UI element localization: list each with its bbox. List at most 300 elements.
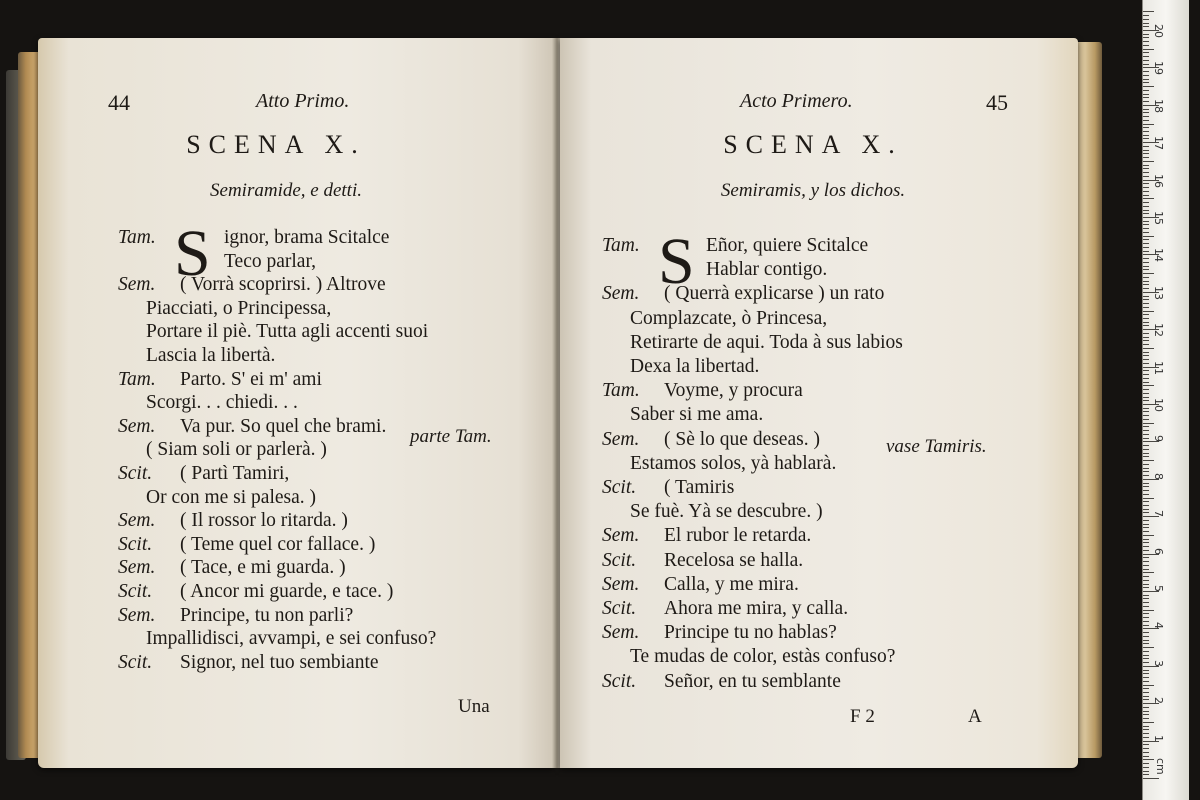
ruler-tick [1143, 299, 1149, 300]
ruler-tick [1143, 213, 1149, 214]
ruler-label: 3 [1152, 659, 1165, 667]
ruler-tick [1143, 161, 1154, 162]
ruler-tick [1143, 355, 1149, 356]
line-text: ( Teme quel cor fallace. ) [180, 533, 376, 555]
ruler-tick [1143, 71, 1149, 72]
ruler-tick [1143, 512, 1149, 513]
ruler-tick [1143, 314, 1149, 315]
ruler-tick [1143, 696, 1149, 697]
ruler-tick [1143, 621, 1149, 622]
ruler-tick [1143, 19, 1149, 20]
line-text: Principe tu no hablas? [664, 622, 837, 644]
verse-line [146, 297, 331, 321]
ruler-tick [1143, 90, 1149, 91]
ruler-tick [1143, 501, 1149, 502]
ruler-unit: cm [1154, 758, 1167, 775]
ruler-tick [1143, 206, 1149, 207]
ruler-tick [1143, 374, 1149, 375]
ruler-tick [1143, 322, 1149, 323]
ruler-tick [1143, 146, 1149, 147]
right-page [560, 38, 1078, 768]
ruler-tick [1143, 37, 1149, 38]
ruler-tick [1143, 79, 1149, 80]
ruler-tick [1143, 756, 1149, 757]
ruler-tick [1143, 752, 1149, 753]
verse-line [146, 391, 298, 415]
ruler-label: 9 [1152, 435, 1165, 443]
ruler-tick [1143, 296, 1149, 297]
speaker-name: Sem. [602, 622, 640, 644]
speaker-name: Scit. [602, 477, 637, 498]
ruler-tick [1143, 359, 1149, 360]
line-text: Teco parlar, [224, 250, 317, 272]
line-text: ( Partì Tamiri, [180, 463, 290, 484]
ruler-tick [1143, 662, 1149, 663]
line-text: Complazcate, ò Princesa, [630, 307, 828, 329]
ruler-tick [1143, 112, 1149, 113]
ruler-tick [1143, 505, 1149, 506]
ruler-tick [1143, 176, 1149, 177]
line-text: Impallidisci, avvampi, e sei confuso? [146, 628, 437, 650]
verse-line [146, 486, 316, 510]
verse-line [602, 597, 848, 621]
verse-line [630, 355, 759, 379]
ruler-tick [1143, 584, 1149, 585]
ruler-tick [1143, 550, 1149, 551]
ruler-label: 2 [1152, 697, 1165, 705]
ruler-label: 1 [1152, 734, 1165, 742]
ruler-tick [1143, 692, 1149, 693]
ruler-tick [1143, 41, 1149, 42]
ruler-tick [1143, 438, 1149, 439]
ruler-tick [1143, 168, 1149, 169]
ruler-tick [1143, 565, 1149, 566]
ruler-tick [1143, 718, 1149, 719]
scene-title: SCENA X. [723, 130, 903, 159]
ruler-tick [1143, 714, 1149, 715]
ruler-tick [1143, 471, 1149, 472]
speaker-name: Tam. [602, 380, 640, 402]
line-text: Dexa la libertad. [630, 356, 760, 377]
ruler-tick [1143, 393, 1149, 394]
ruler-tick [1143, 453, 1149, 454]
ruler-tick [1143, 352, 1149, 353]
ruler-tick [1143, 606, 1149, 607]
line-text: Señor, en tu semblante [664, 670, 841, 692]
ruler-tick [1143, 449, 1149, 450]
ruler-tick [1143, 11, 1154, 12]
verse-line [118, 533, 375, 557]
verse-line [224, 250, 316, 274]
ruler-tick [1143, 670, 1149, 671]
ruler-tick [1143, 60, 1149, 61]
verse-line [146, 344, 275, 368]
ruler-tick [1143, 97, 1149, 98]
ruler-tick [1143, 378, 1149, 379]
ruler-tick [1143, 202, 1149, 203]
ruler-tick [1143, 490, 1149, 491]
ruler-tick [1143, 509, 1149, 510]
ruler-tick [1143, 400, 1149, 401]
ruler-tick [1143, 56, 1149, 57]
ruler-tick [1143, 445, 1149, 446]
ruler-tick [1143, 748, 1149, 749]
ruler-tick [1143, 138, 1149, 139]
ruler-tick [1143, 385, 1154, 386]
ruler-tick [1143, 677, 1149, 678]
ruler-tick [1143, 557, 1149, 558]
ruler-tick [1143, 711, 1149, 712]
ruler-tick [1143, 94, 1149, 95]
line-text: ( Tamiris [664, 477, 735, 498]
line-text: ( Tace, e mi guarda. ) [180, 557, 346, 579]
ruler-tick [1143, 580, 1149, 581]
ruler-tick [1143, 26, 1149, 27]
ruler-tick [1143, 236, 1154, 237]
ruler-tick [1143, 460, 1154, 461]
verse-line [146, 438, 327, 462]
verse-line [146, 627, 436, 651]
ruler-tick [1143, 307, 1149, 308]
ruler-tick [1143, 572, 1154, 573]
ruler-tick [1143, 771, 1149, 772]
ruler-tick [1143, 337, 1149, 338]
line-text: Piacciati, o Principessa, [146, 297, 332, 319]
ruler-tick [1143, 247, 1149, 248]
ruler-tick [1143, 363, 1149, 364]
ruler-tick [1143, 430, 1149, 431]
line-text: Va pur. So quel che brami. [180, 415, 387, 437]
speaker-name: Tam. [602, 235, 640, 256]
ruler-tick [1143, 116, 1149, 117]
line-text: Signor, nel tuo sembiante [180, 651, 379, 673]
ruler-tick [1143, 520, 1149, 521]
ruler-tick [1143, 625, 1149, 626]
ruler-tick [1143, 542, 1149, 543]
ruler-label: 15 [1152, 211, 1165, 225]
verse-line [118, 509, 348, 533]
ruler-tick [1143, 587, 1149, 588]
line-text: ( Sè lo que deseas. ) [664, 428, 820, 450]
speaker-name: Scit. [118, 463, 153, 484]
ruler-tick [1143, 415, 1149, 416]
line-text: ( Vorrà scoprirsi. ) Altrove [180, 274, 386, 296]
verse-line [630, 452, 836, 476]
verse-line [118, 604, 353, 628]
verse-line [118, 273, 386, 297]
ruler-label: 7 [1152, 510, 1165, 518]
drop-cap: S [658, 225, 695, 298]
ruler-tick [1143, 340, 1149, 341]
ruler-tick [1143, 486, 1149, 487]
line-text: ( Ancor mi guarde, e tace. ) [180, 581, 394, 602]
stage-direction: vase Tamiris. [886, 436, 987, 457]
ruler-tick [1143, 150, 1149, 151]
line-text: Estamos solos, yà hablarà. [630, 452, 837, 474]
ruler-tick [1143, 318, 1149, 319]
ruler-label: 10 [1152, 398, 1165, 412]
ruler-tick [1143, 183, 1149, 184]
ruler-tick [1143, 135, 1149, 136]
ruler-tick [1143, 370, 1149, 371]
ruler-tick [1143, 598, 1149, 599]
ruler-tick [1143, 124, 1154, 125]
verse-line [630, 307, 827, 331]
ruler-tick [1143, 602, 1149, 603]
verse-line [602, 428, 820, 452]
ruler-tick [1143, 251, 1149, 252]
ruler-tick [1143, 535, 1154, 536]
drop-cap: S [174, 217, 211, 290]
ruler-tick [1143, 101, 1149, 102]
ruler-tick [1143, 120, 1149, 121]
ruler-tick [1143, 759, 1154, 760]
line-text: Te mudas de color, estàs confuso? [630, 646, 896, 668]
catchword: Una [458, 696, 490, 717]
verse-line [118, 651, 379, 675]
stage-direction: parte Tam. [410, 426, 492, 447]
ruler-tick [1143, 325, 1149, 326]
ruler-tick [1143, 344, 1149, 345]
ruler-tick [1143, 109, 1149, 110]
line-text: ignor, brama Scitalce [224, 227, 390, 248]
speaker-name: Sem. [118, 274, 156, 296]
ruler-tick [1143, 763, 1149, 764]
ruler-label: 16 [1152, 173, 1165, 188]
ruler-tick [1143, 228, 1149, 229]
speaker-name: Sem. [602, 283, 640, 305]
line-text: Scorgi. . . chiedi. . . [146, 392, 298, 414]
ruler-tick [1143, 195, 1149, 196]
ruler-tick [1143, 643, 1149, 644]
ruler-tick [1143, 239, 1149, 240]
ruler-tick [1143, 172, 1149, 173]
line-text: Parto. S' ei m' ami [180, 368, 322, 390]
verse-line [118, 462, 289, 486]
verse-line [602, 573, 799, 597]
ruler-tick [1143, 640, 1149, 641]
ruler-tick [1143, 475, 1149, 476]
verse-line [118, 415, 386, 439]
verse-line [602, 621, 837, 645]
ruler-tick [1143, 494, 1149, 495]
ruler-tick [1143, 243, 1149, 244]
page-edges-right [1074, 42, 1102, 758]
running-head: Atto Primo. [256, 90, 350, 112]
ruler-tick [1143, 187, 1149, 188]
signature-mark: F 2 [850, 706, 875, 727]
ruler-label: 14 [1152, 248, 1165, 263]
line-text: Hablar contigo. [706, 259, 828, 281]
speaker-name: Scit. [602, 598, 637, 619]
ruler-label: 17 [1152, 136, 1165, 151]
ruler-tick [1143, 15, 1149, 16]
verse-line [118, 368, 322, 392]
ruler-label: 13 [1152, 285, 1165, 300]
ruler-tick [1143, 468, 1149, 469]
ruler-tick [1143, 722, 1154, 723]
verse-line [602, 549, 803, 573]
ruler-tick [1143, 426, 1149, 427]
ruler-tick [1143, 737, 1149, 738]
page-number: 45 [986, 90, 1008, 115]
ruler-tick [1143, 389, 1149, 390]
verse-line [118, 226, 389, 250]
verse-line [118, 580, 393, 604]
ruler-tick [1143, 419, 1149, 420]
ruler-tick [1143, 311, 1154, 312]
line-text: Portare il piè. Tutta agli accenti suoi [146, 321, 429, 343]
ruler-tick [1143, 224, 1149, 225]
ruler-tick [1143, 524, 1149, 525]
ruler-tick [1143, 774, 1149, 775]
ruler-tick [1143, 632, 1149, 633]
verse-line [630, 645, 895, 669]
line-text: Recelosa se halla. [664, 549, 804, 571]
scene-subtitle: Semiramide, e detti. [210, 180, 362, 201]
ruler-tick [1143, 348, 1154, 349]
ruler-tick [1143, 49, 1154, 50]
ruler-tick [1143, 729, 1149, 730]
verse-line [146, 320, 428, 344]
ruler-tick [1143, 733, 1149, 734]
verse-line [602, 670, 841, 694]
speaker-name: Tam. [118, 227, 156, 248]
ruler-label: 6 [1152, 547, 1165, 555]
speaker-name: Scit. [118, 533, 153, 555]
ruler-tick [1143, 576, 1149, 577]
line-text: ( Siam soli or parlerà. ) [146, 439, 327, 461]
scene-subtitle: Semiramis, y los dichos. [720, 180, 906, 201]
ruler-label: 8 [1152, 472, 1165, 480]
ruler-tick [1143, 778, 1159, 779]
ruler-tick [1143, 707, 1149, 708]
ruler-tick [1143, 423, 1154, 424]
speaker-name: Scit. [118, 581, 153, 602]
ruler-tick [1143, 636, 1149, 637]
ruler-tick [1143, 210, 1149, 211]
verse-line [630, 500, 823, 524]
ruler-tick [1143, 411, 1149, 412]
ruler-tick [1143, 483, 1149, 484]
ruler-tick [1143, 647, 1154, 648]
scale-ruler [1142, 0, 1189, 800]
ruler-tick [1143, 546, 1149, 547]
ruler-label: 12 [1152, 323, 1165, 338]
scene-title: SCENA X. [186, 130, 366, 159]
ruler-tick [1143, 408, 1149, 409]
running-head: Acto Primero. [740, 90, 853, 112]
line-text: ( Il rossor lo ritarda. ) [180, 510, 348, 532]
left-page [38, 38, 554, 768]
line-text: Retirarte de aqui. Toda à sus labios [630, 331, 903, 353]
ruler-tick [1143, 569, 1149, 570]
line-text: Principe, tu non parli? [180, 604, 354, 626]
ruler-label: 5 [1152, 585, 1165, 592]
line-text: Calla, y me mira. [664, 573, 799, 595]
ruler-tick [1143, 269, 1149, 270]
ruler-tick [1143, 498, 1154, 499]
ruler-tick [1143, 685, 1154, 686]
verse-line [602, 476, 734, 500]
ruler-tick [1143, 153, 1149, 154]
ruler-label: 4 [1152, 622, 1165, 630]
ruler-tick [1143, 157, 1149, 158]
ruler-tick [1143, 288, 1149, 289]
ruler-tick [1143, 75, 1149, 76]
ruler-tick [1143, 688, 1149, 689]
verse-line [118, 556, 346, 580]
verse-line [706, 258, 827, 282]
line-text: Eñor, quiere Scitalce [706, 235, 869, 256]
ruler-label: 18 [1152, 98, 1165, 113]
ruler-tick [1143, 595, 1149, 596]
line-text: ( Querrà explicarse ) un rato [664, 283, 885, 305]
line-text: Saber si me ama. [630, 404, 764, 426]
ruler-tick [1143, 277, 1149, 278]
ruler-tick [1143, 64, 1149, 65]
verse-line [630, 331, 903, 355]
ruler-tick [1143, 191, 1149, 192]
ruler-tick [1143, 434, 1149, 435]
ruler-tick [1143, 34, 1149, 35]
speaker-name: Sem. [118, 604, 156, 626]
line-text: Or con me si palesa. ) [146, 486, 317, 508]
ruler-tick [1143, 198, 1154, 199]
ruler-tick [1143, 561, 1149, 562]
ruler-tick [1143, 681, 1149, 682]
ruler-tick [1143, 655, 1149, 656]
ruler-tick [1143, 303, 1149, 304]
verse-line [602, 234, 868, 258]
ruler-tick [1143, 165, 1149, 166]
ruler-tick [1143, 673, 1149, 674]
ruler-tick [1143, 127, 1149, 128]
verse-line [630, 403, 763, 427]
ruler-tick [1143, 45, 1149, 46]
ruler-tick [1143, 613, 1149, 614]
ruler-tick [1143, 744, 1149, 745]
line-text: Lascia la libertà. [146, 345, 276, 366]
verse-line [602, 282, 884, 306]
ruler-tick [1143, 232, 1149, 233]
verse-line [602, 379, 803, 403]
ruler-tick [1143, 464, 1149, 465]
ruler-tick [1143, 767, 1149, 768]
ruler-label: 20 [1152, 24, 1165, 38]
ruler-tick [1143, 258, 1149, 259]
line-text: Ahora me mira, y calla. [664, 598, 849, 619]
ruler-label: 11 [1152, 360, 1165, 375]
speaker-name: Scit. [118, 651, 153, 673]
ruler-tick [1143, 699, 1149, 700]
ruler-label: 19 [1152, 61, 1165, 76]
ruler-tick [1143, 82, 1149, 83]
ruler-tick [1143, 531, 1149, 532]
speaker-name: Scit. [602, 670, 637, 692]
ruler-tick [1143, 131, 1149, 132]
speaker-name: Sem. [602, 573, 640, 595]
speaker-name: Tam. [118, 368, 156, 390]
line-text: El rubor le retarda. [664, 525, 812, 547]
catchword: A [968, 706, 982, 727]
ruler-tick [1143, 726, 1149, 727]
ruler-tick [1143, 23, 1149, 24]
ruler-tick [1143, 333, 1149, 334]
ruler-tick [1143, 382, 1149, 383]
page-number: 44 [108, 90, 130, 115]
ruler-tick [1143, 658, 1149, 659]
